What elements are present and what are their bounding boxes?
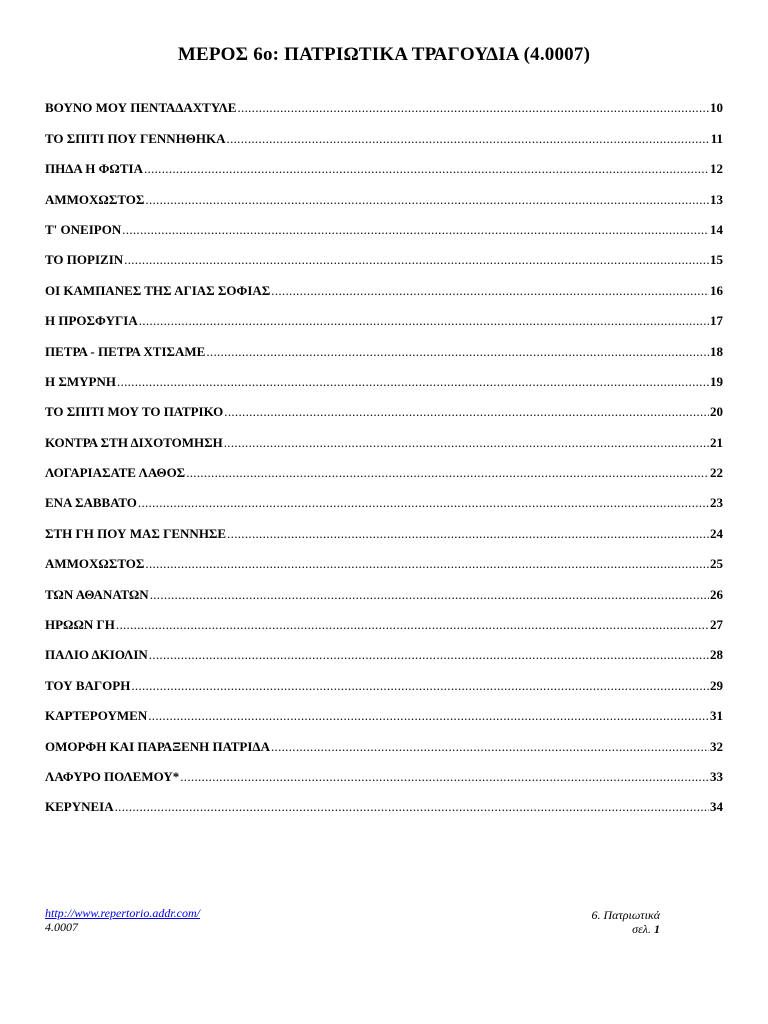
toc-entry-title: ΟΜΟΡΦΗ ΚΑΙ ΠΑΡΑΞΕΝΗ ΠΑΤΡΙΔΑ [45,738,270,754]
toc-entry-title: ΤΟΥ ΒΑΓΟΡΗ [45,677,131,693]
toc-entry-page: 19 [710,373,723,389]
toc-entry[interactable] [45,633,723,663]
toc-entry-title: ΣΤΗ ΓΗ ΠΟΥ ΜΑΣ ΓΕΝΝΗΣΕ [45,525,227,541]
toc-dot-leader [271,283,709,299]
toc-dot-leader [117,374,709,390]
toc-entry-page: 20 [710,404,723,420]
toc-entry-page: 28 [710,647,723,663]
toc-dot-leader [116,617,709,633]
toc-dot-leader [150,587,709,603]
toc-entry[interactable] [45,603,723,633]
toc-entry[interactable] [45,116,723,146]
toc-dot-leader [138,495,709,511]
toc-dot-leader [206,344,709,360]
toc-entry[interactable] [45,785,723,815]
toc-entry[interactable] [45,542,723,572]
toc-entry-title: ΚΑΡΤΕΡΟΥΜΕΝ [45,708,148,724]
toc-entry[interactable] [45,724,723,754]
toc-entry-page: 34 [710,799,723,815]
toc-entry-title: ΠΗΔΑ Η ΦΩΤΙΑ [45,161,143,177]
toc-dot-leader [237,100,709,116]
footer-code: 4.0007 [45,920,78,934]
toc-entry-page: 14 [710,221,723,237]
toc-entry-page: 15 [710,252,723,268]
toc-entry-title: Η ΣΜΥΡΝΗ [45,373,116,389]
toc-entry-title: ΑΜΜΟΧΩΣΤΟΣ [45,191,145,207]
toc-entry-title: ΟΙ ΚΑΜΠΑΝΕΣ ΤΗΣ ΑΓΙΑΣ ΣΟΦΙΑΣ [45,282,271,298]
toc-entry-page: 13 [710,191,723,207]
toc-entry[interactable] [45,420,723,450]
toc-dot-leader [149,647,709,663]
toc-entry-page: 11 [710,130,723,146]
toc-entry[interactable] [45,663,723,693]
footer-page-label: σελ. [632,922,651,936]
toc-entry-page: 23 [710,495,723,511]
toc-entry-title: ΤΟ ΣΠΙΤΙ ΠΟΥ ΓΕΝΝΗΘΗΚΑ [45,130,226,146]
toc-entry-page: 17 [710,313,723,329]
toc-dot-leader [115,799,709,815]
toc-entry-title: ΑΜΜΟΧΩΣΤΟΣ [45,556,145,572]
toc-entry-page: 33 [710,768,723,784]
toc-entry[interactable] [45,86,723,116]
toc-entry-title: ΤΟ ΣΠΙΤΙ ΜΟΥ ΤΟ ΠΑΤΡΙΚΟ [45,404,224,420]
toc-entry-title: Τ' ΟΝΕΙΡΟΝ [45,221,122,237]
footer-left [45,906,200,934]
toc-entry[interactable] [45,390,723,420]
toc-entry[interactable] [45,329,723,359]
toc-entry-title: Η ΠΡΟΣΦΥΓΙΑ [45,313,138,329]
toc-entry-title: ΠΑΛΙΟ ΔΚΙΟΛΙΝ [45,647,148,663]
toc-entry-page: 27 [710,617,723,633]
page-title: ΜΕΡΟΣ 6ο: ΠΑΤΡΙΩΤΙΚΑ ΤΡΑΓΟΥΔΙΑ (4.0007) [177,44,591,65]
toc-entry-page: 10 [710,100,723,116]
footer-page [591,922,660,936]
toc-entry[interactable] [45,451,723,481]
toc-entry-page: 12 [710,161,723,177]
toc-entry[interactable] [45,299,723,329]
toc-entry-page: 25 [710,556,723,572]
toc-dot-leader [224,404,709,420]
toc-entry[interactable] [45,694,723,724]
toc-dot-leader [145,556,709,572]
toc-entry-title: ΕΝΑ ΣΑΒΒΑΤΟ [45,495,137,511]
toc-dot-leader [122,222,709,238]
footer-right [591,908,660,936]
toc-dot-leader [227,526,709,542]
toc-entry-title: ΛΑΦΥΡΟ ΠΟΛΕΜΟΥ* [45,768,180,784]
toc-entry-page: 26 [710,586,723,602]
toc-dot-leader [224,435,709,451]
toc-dot-leader [139,313,709,329]
toc-entry[interactable] [45,268,723,298]
toc-dot-leader [131,678,709,694]
toc-dot-leader [144,161,709,177]
toc-entry[interactable] [45,177,723,207]
toc-entry-page: 18 [710,343,723,359]
toc-entry-page: 29 [710,677,723,693]
toc-entry-title: ΠΕΤΡΑ - ΠΕΤΡΑ ΧΤΙΣΑΜΕ [45,343,206,359]
toc-entry[interactable] [45,572,723,602]
toc-dot-leader [148,708,709,724]
toc-entry[interactable] [45,360,723,390]
toc-entry[interactable] [45,147,723,177]
toc-entry[interactable] [45,755,723,785]
toc-entry[interactable] [45,238,723,268]
toc-entry-title: ΚΟΝΤΡΑ ΣΤΗ ΔΙΧΟΤΟΜΗΣΗ [45,434,223,450]
toc-dot-leader [186,465,709,481]
toc-entry[interactable] [45,511,723,541]
toc-entry-title: ΒΟΥΝΟ ΜΟΥ ΠΕΝΤΑΔΑΧΤΥΛΕ [45,100,237,116]
table-of-contents [45,86,723,815]
toc-entry-page: 31 [710,708,723,724]
toc-entry[interactable] [45,208,723,238]
toc-entry-page: 21 [710,434,723,450]
toc-entry-title: ΤΟ ΠΟΡΙΖΙΝ [45,252,124,268]
toc-entry-title: ΗΡΩΩΝ ΓΗ [45,617,115,633]
toc-entry-title: ΚΕΡΥΝΕΙΑ [45,799,114,815]
toc-entry-page: 24 [710,525,723,541]
footer-section: 6. Πατριωτικά [591,908,660,922]
toc-dot-leader [145,192,709,208]
footer-website-link[interactable]: http://www.repertorio.addr.com/ [45,906,201,920]
toc-entry[interactable] [45,481,723,511]
footer-page-number: 1 [654,922,660,936]
toc-dot-leader [180,769,709,785]
toc-dot-leader [271,739,709,755]
toc-entry-page: 32 [710,738,723,754]
toc-dot-leader [124,252,709,268]
toc-entry-title: ΤΩΝ ΑΘΑΝΑΤΩΝ [45,586,149,602]
toc-entry-title: ΛΟΓΑΡΙΑΣΑΤΕ ΛΑΘΟΣ [45,465,186,481]
toc-entry-page: 16 [710,282,723,298]
toc-dot-leader [227,131,710,147]
toc-entry-page: 22 [710,465,723,481]
